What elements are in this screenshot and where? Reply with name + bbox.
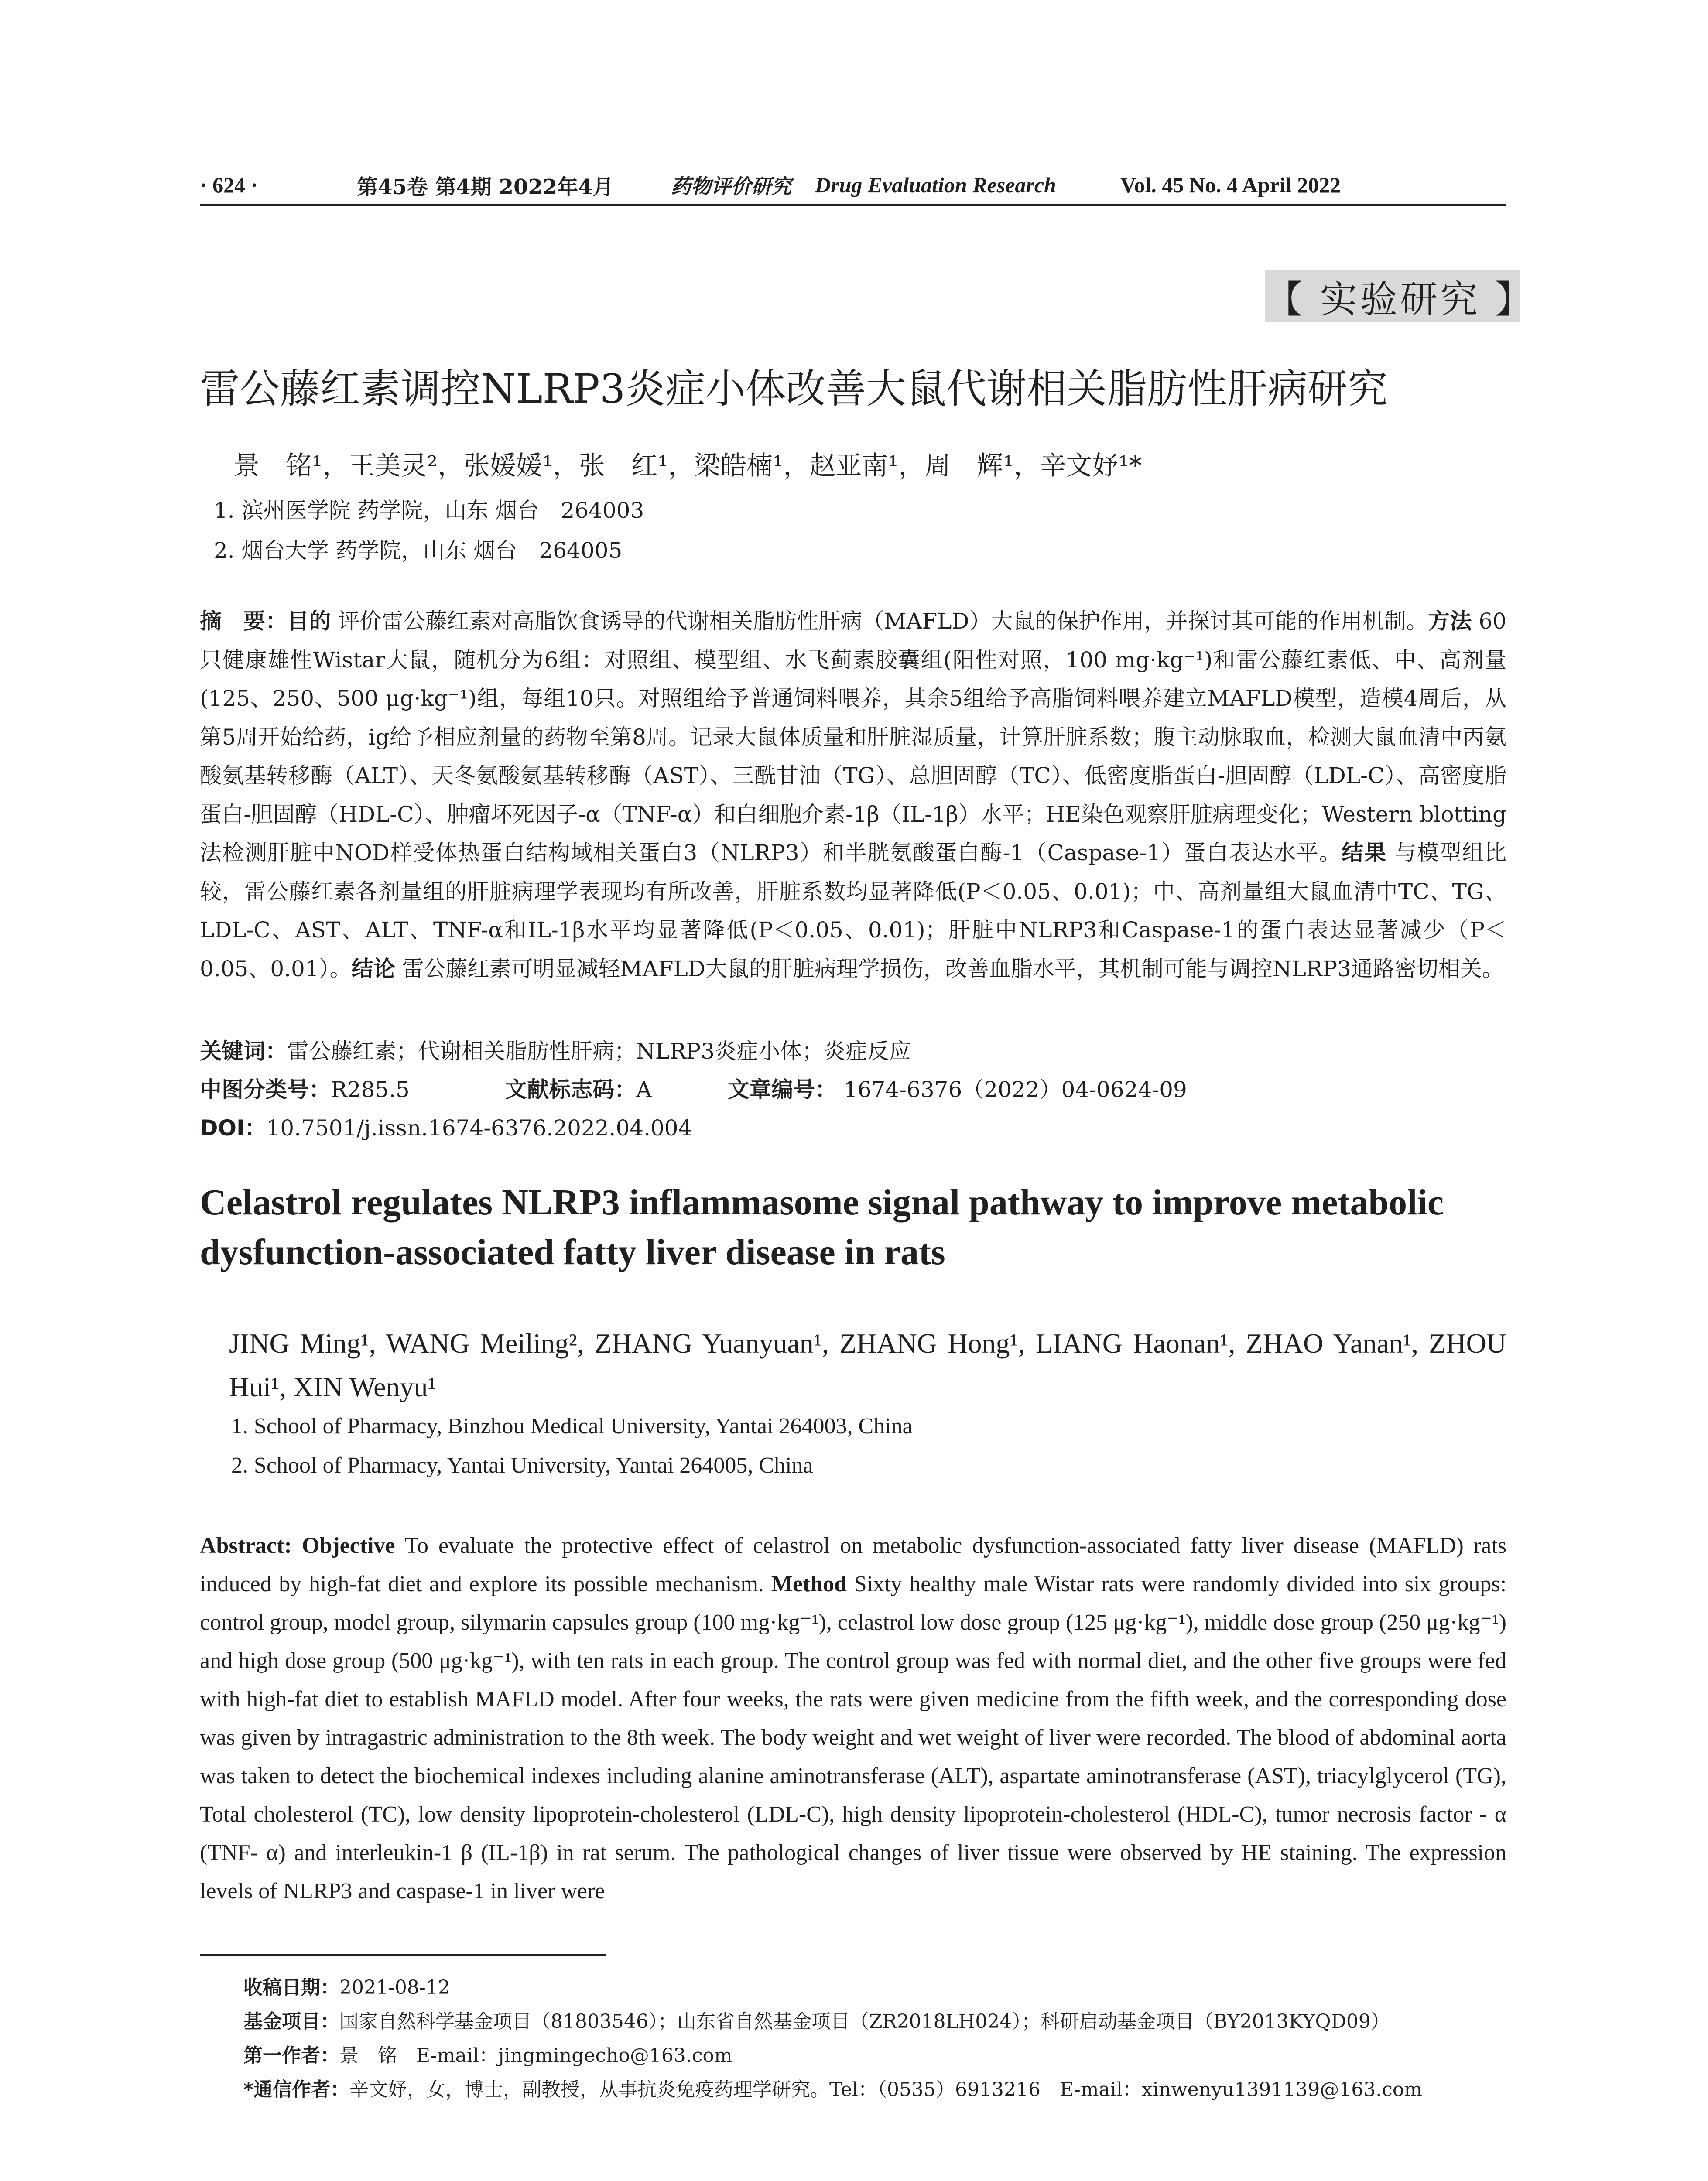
doc-code-value: A bbox=[636, 1077, 652, 1102]
title-cn: 雷公藤红素调控NLRP3炎症小体改善大鼠代谢相关脂肪性肝病研究 bbox=[200, 366, 1388, 412]
affiliation-en-1: 1. School of Pharmacy, Binzhou Medical University, Yantai 264003, China bbox=[231, 1414, 913, 1439]
received-value: 2021-08-12 bbox=[339, 1976, 450, 1999]
footnote-corresponding bbox=[243, 2074, 1422, 2102]
title-en: Celastrol regulates NLRP3 inflammasome signal pathway to improve metabolic dysfunction-associated fatty liver disease in rats bbox=[200, 1182, 1444, 1272]
fund-value: 国家自然科学基金项目（81803546）；山东省自然基金项目（ZR2018LH024）；科研启动基金项目（BY2013KYQD09） bbox=[339, 2010, 1390, 2033]
authors-cn: 景 铭¹，王美灵²，张媛媛¹，张 红¹，梁皓楠¹，赵亚南¹，周 辉¹，辛文妤¹* bbox=[233, 451, 1142, 481]
objective-cn: 评价雷公藤红素对高脂饮食诱导的代谢相关脂肪性肝病（MAFLD）大鼠的保护作用，并探讨其可能的作用机制。 bbox=[338, 608, 1428, 634]
keywords-cn bbox=[200, 1034, 911, 1065]
classification-line bbox=[200, 1072, 1187, 1104]
method-cn: 60只健康雄性Wistar大鼠，随机分为6组：对照组、模型组、水飞蓟素胶囊组(阳性对照，100 mg·kg⁻¹)和雷公藤红素低、中、高剂量(125、250、500 μg·kg⁻¹)组，每组10只。对照组给予普通饲料喂养，其余5组给予高脂饲料喂养建立MAFLD模型，造模4周后，从第5周开始给药，ig给予相应剂量的药物至第8周。记录大鼠体质量和肝脏湿质量，计算肝脏系数；腹主动脉取血，检测大鼠血清中丙氨酸氨基转移酶（ALT）、天冬氨酸氨基转移酶（AST）、三酰甘油（TG）、总胆固醇（TC）、低密度脂蛋白-胆固醇（LDL-C）、高密度脂蛋白-胆固醇（HDL-C）、肿瘤坏死因子-α（TNF-α）和白细胞介素-1β（IL-1β）水平；HE染色观察肝脏病理变化；Western blotting法检测肝脏中NOD样受体热蛋白结构域相关蛋白3（NLRP3）和半胱氨酸蛋白酶-1（Caspase-1）蛋白表达水平。 bbox=[200, 608, 1506, 865]
method-cn-label: 方法 bbox=[1428, 608, 1472, 634]
method-en: Sixty healthy male Wistar rats were randomly divided into six groups: control group, model group, silymarin capsules group (100 mg·kg⁻¹), celastrol low dose group (125 μg·kg⁻¹), middle dose group (250 μg·kg⁻¹) and high dose group (500 μg·kg⁻¹), with ten rats in each group. The control group was fed with normal diet, and the other five groups were fed with high-fat diet to establish MAFLD model. After four weeks, the rats were given medicine from the fifth week, and the corresponding dose was given by intragastric administration to the 8th week. The body weight and wet weight of liver were recorded. The blood of abdominal aorta was taken to detect the biochemical indexes including alanine aminotransferase (ALT), aspartate aminotransferase (AST), triacylglycerol (TG), Total cholesterol (TC), low density lipoprotein-cholesterol (LDL-C), high density lipoprotein-cholesterol (HDL-C), tumor necrosis factor - α (TNF- α) and interleukin-1 β (IL-1β) in rat serum. The pathological changes of liver tissue were observed by HE staining. The expression levels of NLRP3 and caspase-1 in liver were bbox=[200, 1572, 1507, 1904]
conclusion-cn: 雷公藤红素可明显减轻MAFLD大鼠的肝脏病理学损伤，改善血脂水平，其机制可能与调控NLRP3通路密切相关。 bbox=[402, 956, 1504, 981]
abstract-cn-label: 摘 要： bbox=[200, 608, 288, 634]
doi-label: DOI： bbox=[200, 1115, 267, 1141]
objective-en-label: Objective bbox=[301, 1533, 395, 1558]
affiliation-cn-1: 1. 滨州医学院 药学院，山东 烟台 264003 bbox=[214, 498, 644, 523]
footnote-rule bbox=[200, 1954, 606, 1956]
doi-line bbox=[200, 1111, 692, 1142]
objective-cn-label: 目的 bbox=[287, 608, 331, 634]
header-rule bbox=[200, 204, 1506, 206]
clc-label: 中图分类号： bbox=[200, 1077, 331, 1102]
running-header bbox=[200, 171, 1506, 199]
abstract-en-label: Abstract: bbox=[200, 1533, 292, 1558]
footnote-fund bbox=[243, 2006, 1390, 2034]
issue-en: Vol. 45 No. 4 April 2022 bbox=[1120, 173, 1341, 197]
method-en-label: Method bbox=[771, 1572, 847, 1596]
footnote-first-author bbox=[243, 2040, 732, 2068]
page-number: · 624 · bbox=[200, 173, 258, 197]
section-tag: 【 实验研究 】 bbox=[1265, 270, 1520, 322]
journal-name-cn: 药物评价研究 bbox=[671, 174, 791, 198]
corresponding-value: 辛文妤，女，博士，副教授，从事抗炎免疫药理学研究。Tel：（0535）6913216 E-mail：xinwenyu1391139@163.com bbox=[349, 2078, 1423, 2101]
issue-cn: 第45卷 第4期 2022年4月 bbox=[357, 174, 614, 199]
affiliation-en-2: 2. School of Pharmacy, Yantai University, Yantai 264005, China bbox=[231, 1453, 813, 1478]
objective-en: To evaluate the protective effect of celastrol on metabolic dysfunction-associated fatty liver disease (MAFLD) rats induced by high-fat diet and explore its possible mechanism. bbox=[200, 1533, 1507, 1596]
journal-name-en: Drug Evaluation Research bbox=[815, 173, 1056, 197]
keywords-cn-label: 关键词： bbox=[200, 1039, 287, 1064]
corresponding-label: *通信作者： bbox=[243, 2078, 350, 2101]
result-cn: 与模型组比较，雷公藤红素各剂量组的肝脏病理学表现均有所改善，肝脏系数均显著降低(P＜0.05、0.01)；中、高剂量组大鼠血清中TC、TG、LDL-C、AST、ALT、TNF-α和IL-1β水平均显著降低(P＜0.05、0.01)；肝脏中NLRP3和Caspase-1的蛋白表达显著减少（P＜0.05、0.01）。 bbox=[200, 840, 1506, 981]
article-number-label: 文章编号： bbox=[728, 1077, 837, 1102]
clc-value: R285.5 bbox=[331, 1077, 410, 1102]
result-cn-label: 结果 bbox=[1342, 840, 1387, 865]
abstract-cn bbox=[200, 602, 1506, 988]
doc-code-label: 文献标志码： bbox=[505, 1077, 636, 1102]
affiliation-cn-2: 2. 烟台大学 药学院，山东 烟台 264005 bbox=[214, 538, 623, 563]
received-label: 收稿日期： bbox=[243, 1976, 339, 1999]
authors-en: JING Ming¹, WANG Meiling², ZHANG Yuanyuan¹, ZHANG Hong¹, LIANG Haonan¹, ZHAO Yanan¹, ZHOU Hui¹, XIN Wenyu¹ bbox=[229, 1328, 1506, 1402]
fund-label: 基金项目： bbox=[243, 2010, 339, 2033]
keywords-cn-value: 雷公藤红素；代谢相关脂肪性肝病；NLRP3炎症小体；炎症反应 bbox=[287, 1039, 911, 1064]
article-number-value: 1674-6376（2022）04-0624-09 bbox=[843, 1077, 1187, 1102]
footnote-received bbox=[243, 1972, 450, 2000]
abstract-en bbox=[200, 1527, 1506, 1911]
first-author-value: 景 铭 E-mail：jingmingecho@163.com bbox=[339, 2044, 732, 2067]
first-author-label: 第一作者： bbox=[243, 2044, 339, 2067]
doi-value: 10.7501/j.issn.1674-6376.2022.04.004 bbox=[266, 1115, 692, 1141]
conclusion-cn-label: 结论 bbox=[351, 956, 395, 981]
